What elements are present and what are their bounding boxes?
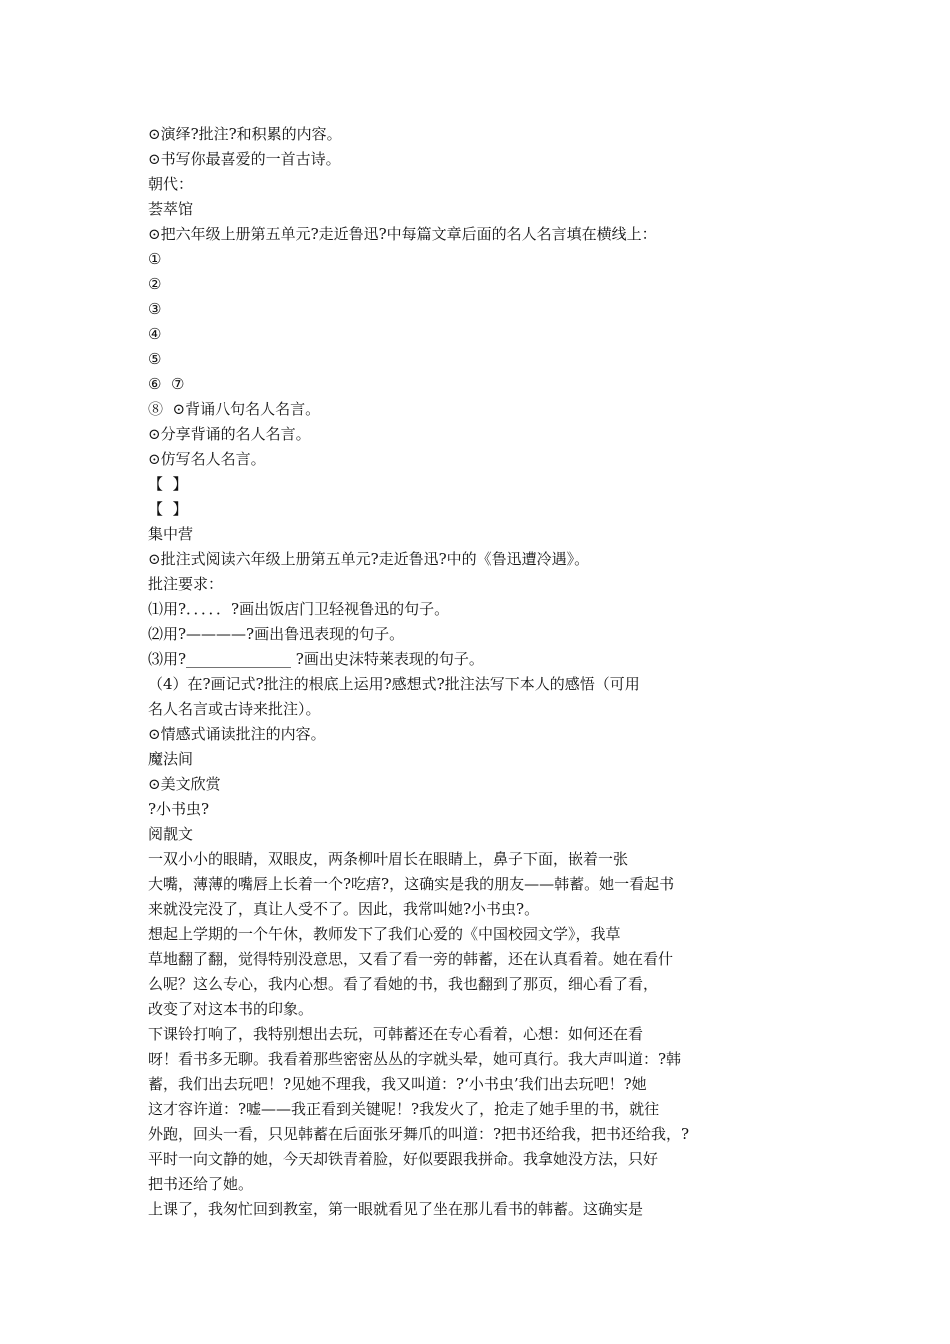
text-line: 【 】 — [148, 500, 188, 518]
text-line: 一双小小的眼睛，双眼皮，两条柳叶眉长在眼睛上，鼻子下面，嵌着一张 — [148, 850, 629, 868]
text-line: ⊙演绎?批注?和积累的内容。 — [148, 125, 342, 143]
text-line: 【 】 — [148, 475, 188, 493]
text-line: 阅靓文 — [148, 825, 194, 843]
text-line: ④ — [148, 325, 162, 343]
text-line: 朝代： — [148, 175, 194, 193]
text-line: 么呢？这么专心，我内心想。看了看她的书，我也翻到了那页，细心看了看， — [148, 975, 659, 993]
text-line: ⊙美文欣赏 — [148, 775, 221, 793]
article-title: ?小书虫? — [148, 800, 210, 818]
text-line: ⑧ ⊙背诵八句名人名言。 — [148, 400, 321, 418]
text-line: 大嘴，薄薄的嘴唇上长着一个?吃痦?，这确实是我的朋友——韩蓄。她一看起书 — [148, 875, 675, 893]
text-line: 把书还给了她。 — [148, 1175, 254, 1193]
section-heading: 荟萃馆 — [148, 200, 194, 218]
text-line: 批注要求： — [148, 575, 224, 593]
text-line: ⑶用?______________ ?画出史沫特莱表现的句子。 — [148, 650, 484, 668]
text-line: ② — [148, 275, 162, 293]
text-line: ③ — [148, 300, 162, 318]
text-line: 呀！看书多无聊。我看着那些密密丛丛的字就头晕，她可真行。我大声叫道：?韩 — [148, 1050, 682, 1068]
text-line: 改变了对这本书的印象。 — [148, 1000, 314, 1018]
text-line: ⊙分享背诵的名人名言。 — [148, 425, 311, 443]
text-line: 来就没完没了，真让人受不了。因此，我常叫她?小书虫?。 — [148, 900, 540, 918]
text-line: ⑤ — [148, 350, 162, 368]
text-line: ⑥ ⑦ — [148, 375, 185, 393]
text-line: ⑵用?————?画出鲁迅表现的句子。 — [148, 625, 405, 643]
text-line: 想起上学期的一个午休，教师发下了我们心爱的《中国校园文学》，我草 — [148, 925, 621, 943]
text-line: ⊙书写你最喜爱的一首古诗。 — [148, 150, 341, 168]
section-heading: 魔法间 — [148, 750, 194, 768]
text-line: 下课铃打响了，我特别想出去玩，可韩蓄还在专心看着，心想：如何还在看 — [148, 1025, 644, 1043]
text-line: 草地翻了翻，觉得特别没意思，又看了看一旁的韩蓄，还在认真看着。她在看什 — [148, 950, 674, 968]
text-line: 名人名言或古诗来批注）。 — [148, 700, 321, 718]
text-line: 外跑，回头一看，只见韩蓄在后面张牙舞爪的叫道：?把书还给我，把书还给我，? — [148, 1125, 690, 1143]
document-body — [148, 122, 808, 1222]
text-line: ⊙把六年级上册第五单元?走近鲁迅?中每篇文章后面的名人名言填在横线上： — [148, 225, 657, 243]
text-line: ⊙批注式阅读六年级上册第五单元?走近鲁迅?中的《鲁迅遭冷遇》。 — [148, 550, 590, 568]
text-line: 这才容许道：?嘘——我正看到关键呢！?我发火了，抢走了她手里的书，就往 — [148, 1100, 660, 1118]
text-line: ⊙仿写名人名言。 — [148, 450, 266, 468]
text-line: 上课了，我匆忙回到教室，第一眼就看见了坐在那儿看书的韩蓄。这确实是 — [148, 1200, 644, 1218]
section-heading: 集中营 — [148, 525, 194, 543]
text-line: （4）在?画记式?批注的根底上运用?感想式?批注法写下本人的感悟（可用 — [148, 675, 640, 693]
text-line: ⑴用?．．．．．?画出饭店门卫轻视鲁迅的句子。 — [148, 600, 450, 618]
text-line: 平时一向文静的她，今天却铁青着脸，好似要跟我拼命。我拿她没方法，只好 — [148, 1150, 659, 1168]
text-line: ⊙情感式诵读批注的内容。 — [148, 725, 326, 743]
text-line: ① — [148, 250, 162, 268]
text-line: 蓄，我们出去玩吧！?见她不理我，我又叫道：?‘小书虫’我们出去玩吧！?她 — [148, 1075, 647, 1093]
